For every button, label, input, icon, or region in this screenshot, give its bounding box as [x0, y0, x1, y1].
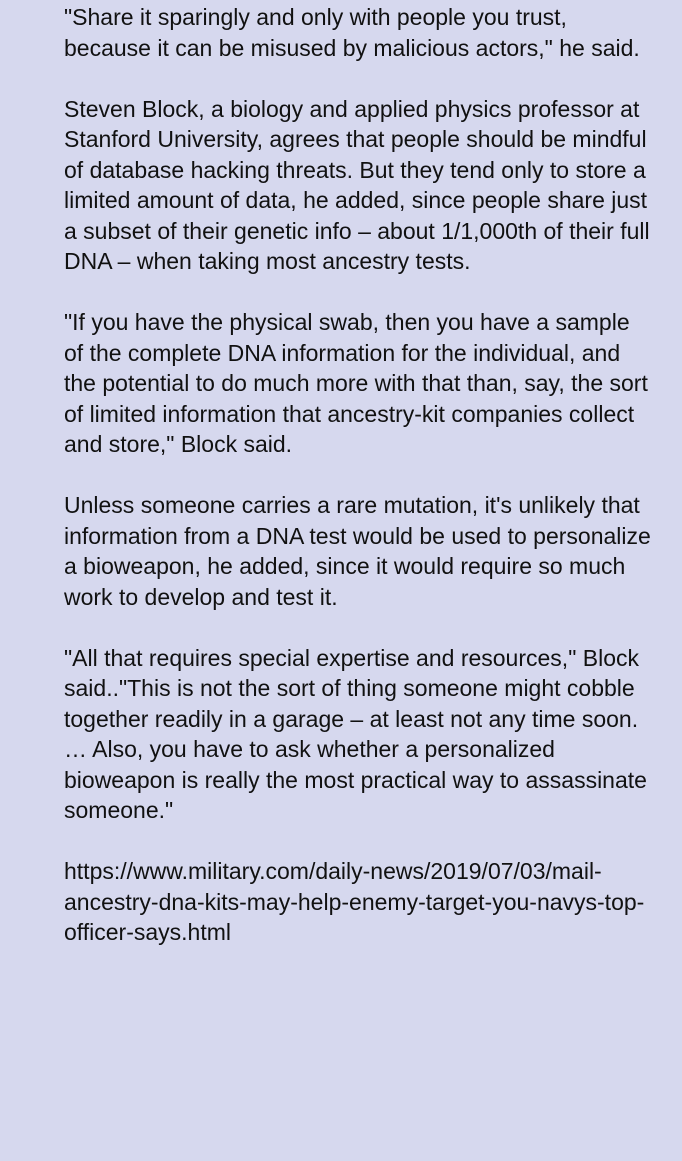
paragraph-quote-expertise: "All that requires special expertise and resources," Block said.."This is not the sort of thing someone might cobble together readily in a garage – at least not any time soon. … Also, you have to ask whether a personalized bioweapon is really the most practical way to assassinate someone."	[64, 644, 647, 823]
source-url: https://www.military.com/daily-news/2019/07/03/mail-ancestry-dna-kits-may-help-enemy-target-you-navys-top-officer-says.html	[64, 858, 645, 945]
paragraph-quote-share: "Share it sparingly and only with people you trust, because it can be misused by malicious actors," he said.	[64, 4, 640, 61]
paragraph-steven-block: Steven Block, a biology and applied physics professor at Stanford University, agrees that people should be mindful of database hacking threats. But they tend only to store a limited amount of data, he added, since people share just a subset of their genetic info – about 1/1,000th of their full DNA – when taking most ancestry tests.	[64, 95, 650, 274]
paragraph-quote-swab: "If you have the physical swab, then you have a sample of the complete DNA information for the individual, and the potential to do much more with that than, say, the sort of limited information that ancestry-kit companies collect and store," Block said.	[64, 309, 648, 457]
paragraph-rare-mutation: Unless someone carries a rare mutation, it's unlikely that information from a DNA test would be used to personalize a bioweapon, he added, since it would require so much work to develop and test it.	[64, 492, 651, 610]
